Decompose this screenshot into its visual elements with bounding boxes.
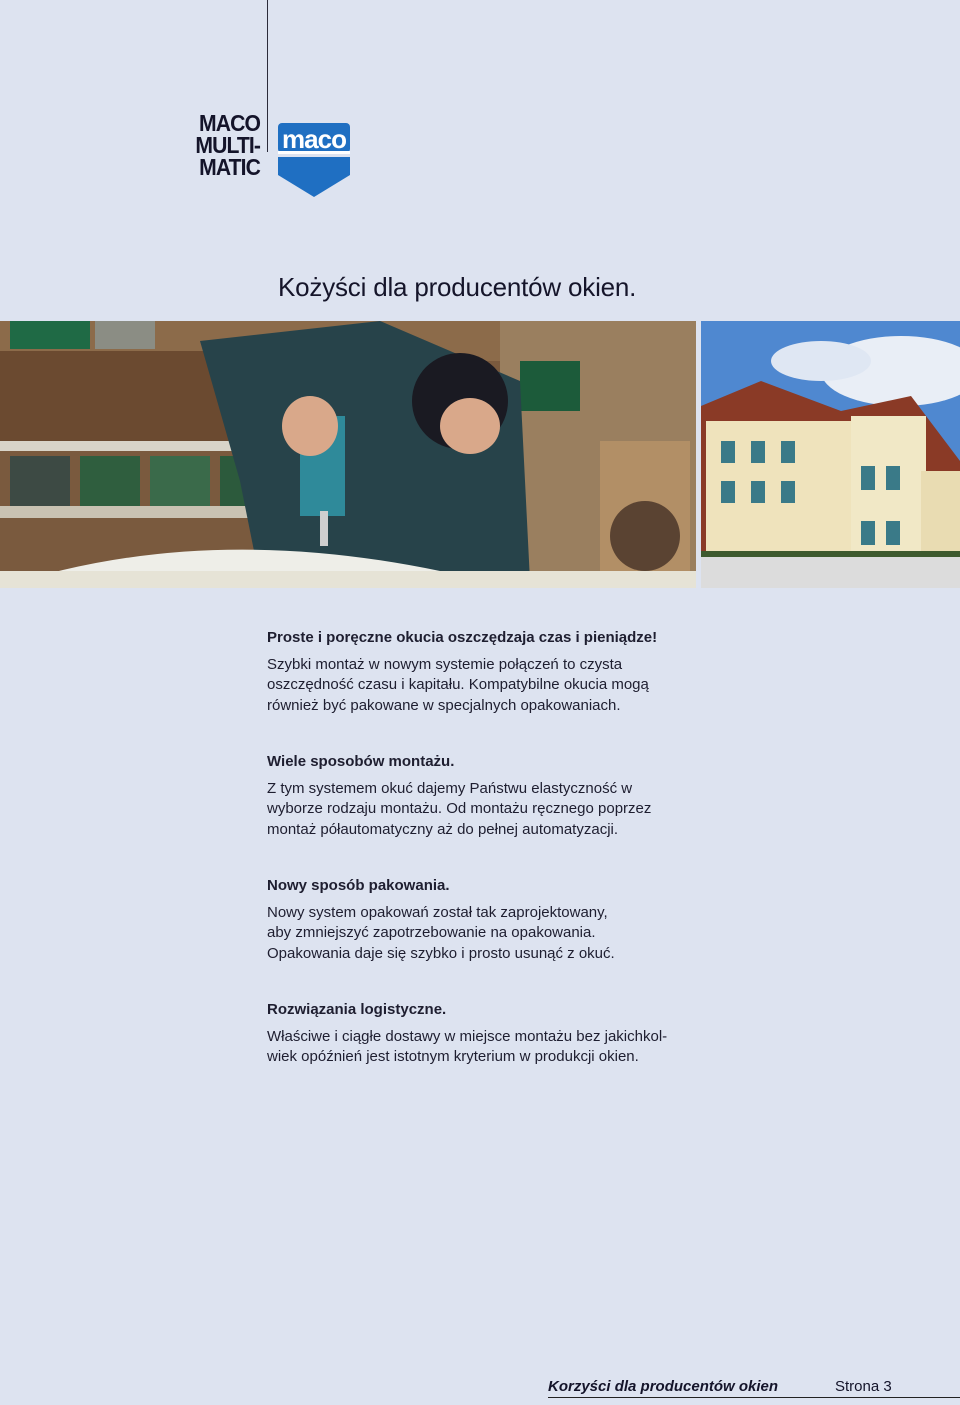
brand-wordmark [146,112,260,178]
section-body: Z tym systemem okuć dajemy Państwu elastyczność w wyborze rodzaju montażu. Od montażu ręcznego poprzez montaż półautomatyczny aż do pełnej automatyzacji. [267,779,652,838]
brand-line-1: MACO [199,110,260,136]
brand-line-2: MULTI-MATIC [195,132,260,180]
footer-page-number: Strona 3 [835,1378,892,1395]
section-packaging [267,876,687,964]
header-divider-line [267,0,268,152]
page-title: Kożyści dla producentów okien. [278,272,637,302]
section-body: Właściwe i ciągłe dostawy w miejsce montażu bez jakichkol- wiek opóźnień jest istotnym kryterium w produkcji okien. [267,1027,668,1065]
footer-title: Korzyści dla producentów okien [548,1378,779,1395]
section-logistics [267,1000,687,1068]
section-body: Nowy system opakowań został tak zaprojektowany, aby zmniejszyć zapotrzebowanie na opakowania. Opakowania daje się szybko i prosto usunąć z okuć. [267,903,615,962]
logo-mark-text: maco [282,124,346,154]
section-heading: Rozwiązania logistyczne. [267,1001,447,1018]
section-fittings [267,628,687,716]
benefits-content [267,628,687,1104]
house-photo [701,321,960,588]
maco-logo-icon [278,113,350,197]
section-body: Szybki montaż w nowym systemie połączeń to czysta oszczędność czasu i kapitału. Kompatybilne okucia mogą również być pakowane w specjalnych opakowaniach. [267,655,649,714]
section-heading: Nowy sposób pakowania. [267,877,450,894]
footer-rule [548,1397,960,1398]
section-assembly [267,752,687,840]
section-heading: Wiele sposobów montażu. [267,753,455,770]
worker-drilling-photo [0,321,696,588]
section-heading: Proste i poręczne okucia oszczędzaja czas i pieniądze! [267,629,658,646]
